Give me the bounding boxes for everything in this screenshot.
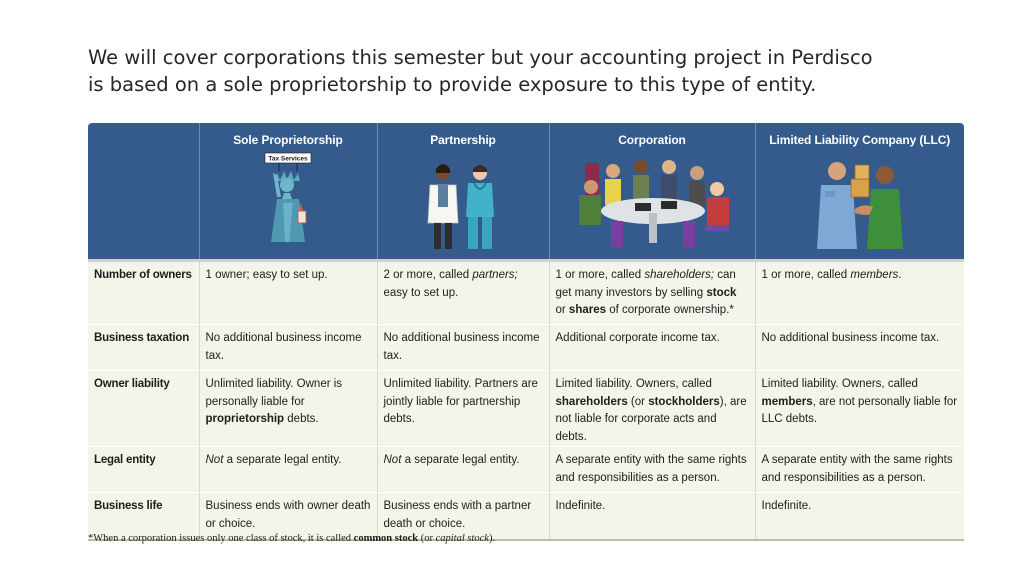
- cell-sole: Business ends with owner death or choice.: [199, 493, 377, 541]
- header-partnership: [377, 123, 549, 261]
- cell-partnership: Business ends with a partner death or choice.: [377, 493, 549, 541]
- cell-sole: Not a separate legal entity.: [199, 447, 377, 493]
- cell-partnership: Not a separate legal entity.: [377, 447, 549, 493]
- cell-corporation: Indefinite.: [549, 493, 755, 541]
- table-row: [88, 325, 964, 371]
- cell-llc: Indefinite.: [755, 493, 964, 541]
- row-label: Number of owners: [88, 261, 199, 325]
- header-label: Limited Liability Company (LLC): [769, 133, 951, 147]
- footnote: *When a corporation issues only one class of stock, it is called common stock (or capital stock).: [88, 533, 496, 544]
- cell-sole: No additional business income tax.: [199, 325, 377, 371]
- slide-heading: [88, 44, 948, 98]
- table-row: [88, 447, 964, 493]
- cell-corporation: 1 or more, called shareholders; can get many investors by selling stock or shares of corporate ownership.*: [549, 261, 755, 325]
- meeting-illustration: [565, 151, 740, 255]
- row-label: Business life: [88, 493, 199, 541]
- heading-line-2: is based on a sole proprietorship to provide exposure to this type of entity.: [88, 73, 817, 96]
- tax-services-sign: Tax Services: [268, 155, 308, 163]
- heading-line-1: We will cover corporations this semester but your accounting project in Perdisco: [88, 46, 873, 69]
- header-sole-proprietorship: [199, 123, 377, 261]
- cell-sole: Unlimited liability. Owner is personally liable for proprietorship debts.: [199, 371, 377, 447]
- cell-corporation: Additional corporate income tax.: [549, 325, 755, 371]
- cell-llc: Limited liability. Owners, called members, are not personally liable for LLC debts.: [755, 371, 964, 447]
- statue-of-liberty-illustration: [243, 151, 333, 243]
- table-row: [88, 261, 964, 325]
- header-llc: [755, 123, 964, 261]
- header-label: Partnership: [430, 133, 496, 147]
- handshake-illustration: [795, 151, 925, 251]
- row-label: Legal entity: [88, 447, 199, 493]
- cell-llc: No additional business income tax.: [755, 325, 964, 371]
- cell-partnership: Unlimited liability. Partners are jointly liable for partnership debts.: [377, 371, 549, 447]
- cell-partnership: No additional business income tax.: [377, 325, 549, 371]
- row-label: Owner liability: [88, 371, 199, 447]
- table-row: [88, 371, 964, 447]
- cell-llc: 1 or more, called members.: [755, 261, 964, 325]
- header-label: Sole Proprietorship: [233, 133, 343, 147]
- header-label: Corporation: [618, 133, 686, 147]
- row-label: Business taxation: [88, 325, 199, 371]
- cell-llc: A separate entity with the same rights and responsibilities as a person.: [755, 447, 964, 493]
- header-corporation: [549, 123, 755, 261]
- entity-comparison-table: [88, 123, 964, 541]
- header-corner: [88, 123, 199, 261]
- doctors-illustration: [408, 151, 518, 259]
- cell-corporation: A separate entity with the same rights and responsibilities as a person.: [549, 447, 755, 493]
- header-row: [88, 123, 964, 261]
- cell-partnership: 2 or more, called partners; easy to set up.: [377, 261, 549, 325]
- cell-corporation: Limited liability. Owners, called shareholders (or stockholders), are not liable for corporate acts and debts.: [549, 371, 755, 447]
- cell-sole: 1 owner; easy to set up.: [199, 261, 377, 325]
